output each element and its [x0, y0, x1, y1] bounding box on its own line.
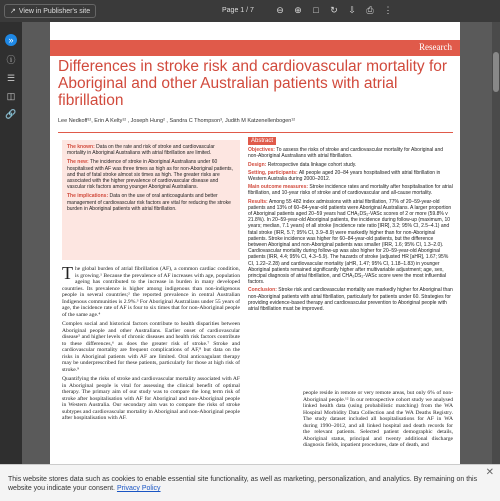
section-banner	[50, 40, 460, 56]
setting-label: Setting, participants:	[248, 169, 298, 176]
privacy-policy-link[interactable]: Privacy Policy	[116, 485, 161, 492]
body-paragraph-3: Quantifying the risks of stroke and cardiovascular mortality associated with AF in Aboriginal people is vital for assessing the clinical benefit of optimal therapy. The primary aim of our study was to compare the long term risk of stroke after hospitalisation with AF for Aboriginal and non-Aboriginal people in Western Australia. Our secondary aim was to compare the risks of stroke subtypes and cardiovascular mortality in Aboriginal and non-Aboriginal people after hospitalisation with AF.	[62, 376, 240, 421]
list-icon[interactable]: ☰	[6, 73, 16, 83]
article-title: Differences in stroke risk and cardiovascular mortality for Aboriginal and other Australian patients with atrial fibrillation	[58, 58, 448, 109]
link-icon[interactable]: 🔗	[5, 109, 17, 119]
body-paragraph-2: Complex social and historical factors contribute to health disparities between Aboriginal people and other Australians. Earlier onset of cardiovascular disease⁵ and higher levels of chronic diseases and health risk factors contribute to these differences,⁶ as does the greater risk of stroke.⁷ Stroke and cardiovascular mortality are frequent complications of AF,⁸ but data on the risks in Aboriginal patients with AF are limited. Oral anticoagulant therapy may be underprescribed for these patients, particularly for those at high risk of stroke.⁹	[62, 321, 240, 373]
known-label: The known:	[67, 144, 95, 150]
cookie-message: This website stores data such as cookies to enable essential site functionality, as well as marketing, personalization, and analytics. By remaining on this website you indicate your consent.	[8, 476, 478, 492]
view-publisher-site-label: View in Publisher's site	[18, 7, 91, 15]
body-column-right: people reside in remote or very remote areas, but only 6% of non-Aboriginal people.¹² In our retrospective cohort study we analysed linked health data (using probabilistic matching) from the WA Hospital Morbidity Data Collection and the WA Deaths Registry. The study dataset included all hospitalisations for AF in WA during 1990–2012, and all linked hospital and death records for the relevant patients. Selected patient demographic details, Aboriginal status, principal and twenty additional discharge diagnosis fields, inpatient procedures, date of death, and	[303, 390, 453, 448]
objectives-text: To assess the risks of stroke and cardiovascular mortality for Aboriginal and non-Aboriginal Australians with atrial fibrillation.	[248, 147, 444, 160]
new-label: The new:	[67, 159, 89, 166]
divider	[58, 132, 453, 133]
results-label: Results:	[248, 198, 268, 205]
scrollbar[interactable]	[492, 22, 500, 500]
conclusion-label: Conclusion:	[248, 287, 277, 294]
pdf-page	[50, 22, 460, 500]
info-icon[interactable]: ⓘ	[6, 55, 16, 65]
design-label: Design:	[248, 161, 267, 168]
close-icon[interactable]: ✕	[485, 467, 494, 478]
fit-page-icon[interactable]: □	[313, 5, 319, 15]
more-icon[interactable]: ⋮	[383, 5, 393, 15]
cookie-text-block	[8, 475, 478, 493]
design-text: Retrospective data linkage cohort study.	[267, 161, 357, 168]
objectives-label: Objectives:	[248, 147, 275, 154]
external-link-icon: ↗	[10, 8, 16, 15]
download-icon[interactable]: ⇩	[348, 5, 356, 15]
scroll-thumb[interactable]	[493, 52, 499, 92]
collapse-icon[interactable]: »	[5, 34, 17, 46]
body-column-left	[62, 263, 240, 425]
key-points-box	[62, 140, 240, 260]
abstract-heading: Abstract	[248, 137, 276, 145]
viewer-toolbar	[0, 0, 500, 22]
view-publisher-site-button[interactable]	[4, 4, 96, 18]
print-icon[interactable]: ⎙	[366, 5, 374, 15]
section-label: Research	[419, 42, 452, 52]
implications-text: Data on the use of oral anticoagulants and better management of cardiovascular risk factors are vital for reducing the stroke burden in Aboriginal patients with atrial fibrillation.	[67, 193, 231, 212]
new-text: The incidence of stroke in Aboriginal Australians under 60 hospitalised with AF was three times as high as for non-Aboriginal patients, and that of fatal stroke almost six times as high. The greater risks are associated with the higher prevalence of cardiovascular disease and vascular risk factors among younger Aboriginal Australians.	[67, 159, 233, 191]
abstract	[248, 137, 453, 314]
outcomes-text: Stroke incidence rates and mortality after hospitalisation for atrial fibrillation, and 10-year risks of stroke and of cardiovascular and all-cause mortality.	[248, 184, 453, 197]
implications-label: The implications:	[67, 193, 109, 200]
conclusion-text: Stroke risk and cardiovascular mortality are markedly higher for Aboriginal than non-Aboriginal patients with atrial fibrillation, particularly for patients under 60. Strategies for providing evidence-based therapy and cardiovascular prevention to Aboriginal people with atrial fibrillation must be improved.	[248, 287, 453, 313]
setting-text: All people aged 20–84 years hospitalised with atrial fibrillation in Western Australia during 2000–2012.	[248, 169, 441, 183]
zoom-in-icon[interactable]: ⊕	[294, 5, 302, 15]
zoom-out-icon[interactable]: ⊖	[276, 5, 284, 15]
page-indicator: Page 1 / 7	[222, 7, 254, 14]
outcomes-label: Main outcome measures:	[248, 184, 309, 191]
known-text: Data on the rate and risk of stroke and cardiovascular mortality in Aboriginal Australians with atrial fibrillation are limited.	[67, 144, 215, 157]
body-paragraph-1: he global burden of atrial fibrillation (AF), a common cardiac condition, is growing.¹ Because the prevalence of AF increases with age, population ageing has contributed to the increase in burden in many developed countries. Its prevalence is higher among indigenous than non-indigenous people in several countries;² the reported prevalence in central Australian Indigenous communities is 2.9%.³ For Aboriginal Australians under 55 years of age, the incidence rate of AF is four to six times that for non-Aboriginal people of the same age.⁴	[62, 266, 240, 318]
rotate-icon[interactable]: ↻	[330, 5, 338, 15]
article-authors: Lee Nedkoff¹², Erin A Kelty¹² , Joseph Hung² , Sandra C Thompson³, Judith M Katzenellenbogen¹²	[58, 118, 296, 124]
bookmark-icon[interactable]: ◫	[6, 91, 16, 101]
drop-cap: T	[62, 263, 73, 283]
toolbar-icons	[275, 5, 393, 15]
cookie-banner	[0, 464, 500, 501]
results-text: Among 55 482 index admissions with atrial fibrillation, 77% of 20–59-year-old patients and 13% of 60–84-year-old patients were Aboriginal Australians. A larger proportion of Aboriginal patients aged 20–59 years had CHA₂DS₂-VASc scores of 2 or more (59.8% v 21.8%). In 20–59-year-old Aboriginal patients, the incidence during follow-up (maximum, 10 years; median, 7.1 years) of all stroke (incidence rate ratio [IRR], 3.2; 95% CI, 2.5–4.1) and fatal stroke (IRR, 5.7; 95% CI, 3.9–8.9) were markedly higher than for non-Aboriginal patients. Stroke incidence was higher for 60–84-year-old patients, but the difference between Aboriginal and non-Aboriginal patients was smaller (IRR, 1.6; 95% CI, 1.3–2.0). Cardiovascular mortality during follow-up was also higher for 20–59-year-old Aboriginal patients (IRR, 4.4; 95% CI, 4.3–5.9). The hazards of stroke (adjusted HR [aHR], 1.67; 95% CI, 1.22–2.28) and cardiovascular mortality (aHR, 1.47; 95% CI, 1.18–1.83) in younger Aboriginal patients remained significantly higher after multivariable adjustment; age, sex, principal diagnosis of atrial fibrillation, and CHA₂DS₂-VASc score were the most influential factors.	[248, 198, 452, 286]
viewer-sidebar	[0, 22, 22, 500]
